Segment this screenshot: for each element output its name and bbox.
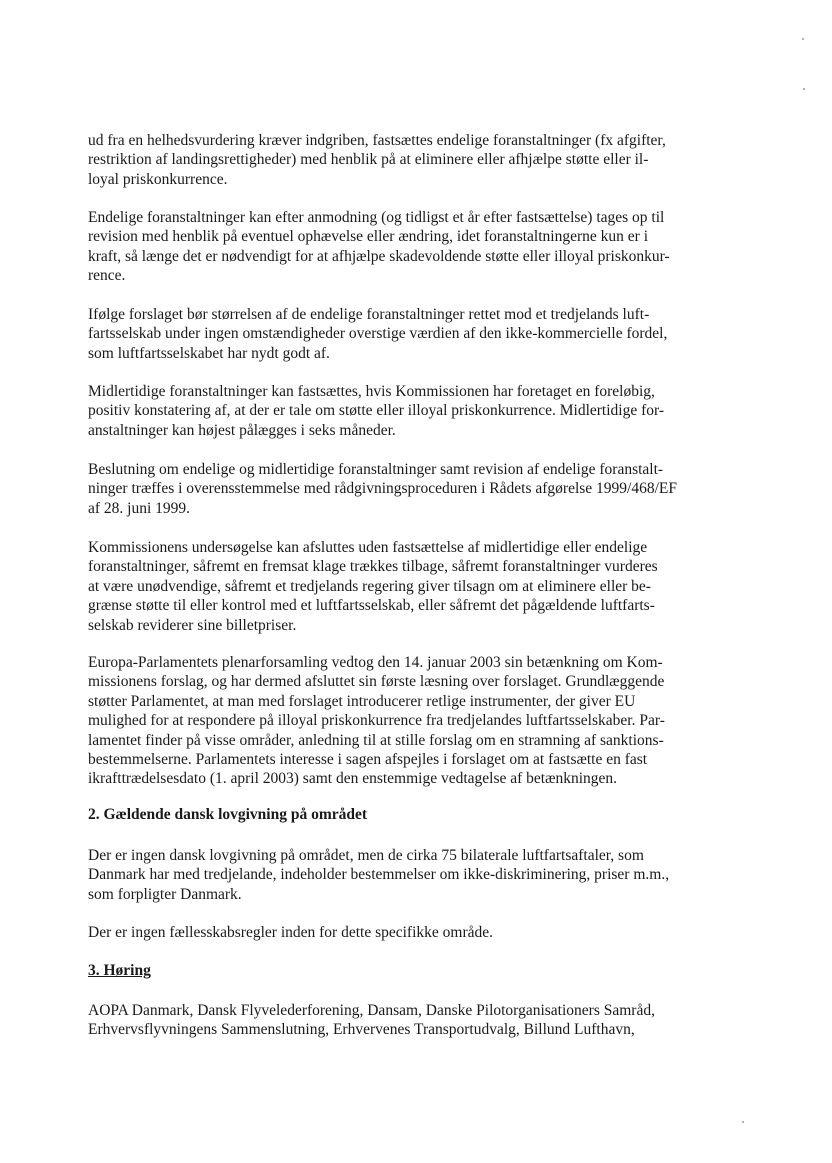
scan-speck <box>802 38 804 40</box>
text-line: foranstaltninger, såfremt en fremsat klage trækkes tilbage, såfremt foranstaltninger vurderes <box>88 558 658 576</box>
text-line: af 28. juni 1999. <box>88 499 191 517</box>
text-line: ninger træffes i overensstemmelse med rådgivningsproceduren i Rådets afgørelse 1999/468/EF <box>88 480 677 498</box>
text-line: støtter Parlamentet, at man med forslaget introducerer retlige instrumenter, der giver EU <box>88 692 636 710</box>
text-line: loyal priskonkurrence. <box>88 170 228 188</box>
text-line: fartsselskab under ingen omstændigheder overstige værdien af den ikke-kommercielle fordel, <box>88 325 668 343</box>
paragraph-bilateral-agreements <box>88 846 760 904</box>
text-line: Der er ingen dansk lovgivning på området, men de cirka 75 bilaterale luftfartsaftaler, som <box>88 847 644 864</box>
text-line: Beslutning om endelige og midlertidige foranstaltninger samt revision af endelige foranstalt- <box>88 461 664 478</box>
section-heading-consultation: 3. Høring <box>88 962 151 979</box>
text-line: rence. <box>88 267 126 285</box>
text-line: Der er ingen fællesskabsregler inden for dette specifikke område. <box>88 924 493 941</box>
text-line: bestemmelserne. Parlamentets interesse i sagen afspejles i forslaget om at fastsætte en fast <box>88 751 648 769</box>
section-heading-danish-legislation: 2. Gældende dansk lovgivning på området <box>88 806 368 823</box>
paragraph-community-rules <box>88 923 760 942</box>
paragraph-investigation-closure <box>88 538 760 635</box>
text-line: missionens forslag, og har dermed afsluttet sin første læsning over forslaget. Grundlæggende <box>88 673 665 691</box>
scan-speck <box>803 88 805 90</box>
text-line: som forpligter Danmark. <box>88 885 242 903</box>
text-line: grænse støtte til eller kontrol med et luftfartsselskab, eller såfremt det pågældende luftfarts- <box>88 597 655 615</box>
text-line: Ifølge forslaget bør størrelsen af de endelige foranstaltninger rettet mod et tredjelands luft- <box>88 306 650 323</box>
text-line: kraft, så længe det er nødvendigt for at afhjælpe skadevoldende støtte eller illoyal priskonkur- <box>88 247 670 265</box>
text-line: AOPA Danmark, Dansk Flyvelederforening, Dansam, Danske Pilotorganisationers Samråd, <box>88 1002 655 1019</box>
text-line: Europa-Parlamentets plenarforsamling vedtog den 14. januar 2003 sin betænkning om Kom- <box>88 654 663 671</box>
paragraph-measure-size <box>88 305 760 363</box>
paragraph-temporary-measures <box>88 382 760 440</box>
text-line: Endelige foranstaltninger kan efter anmodning (og tidligst et år efter fastsættelse) tages op til <box>88 209 665 226</box>
text-line: at være unødvendige, såfremt et tredjelands regering giver tilsagn om at eliminere eller be- <box>88 577 651 595</box>
text-line: positiv konstatering af, at der er tale om støtte eller illoyal priskonkurrence. Midlertidige for- <box>88 402 665 420</box>
text-line: Erhvervsflyvningens Sammenslutning, Erhvervenes Transportudvalg, Billund Lufthavn, <box>88 1021 635 1039</box>
text-line: som luftfartsselskabet har nydt godt af. <box>88 344 330 362</box>
text-line: anstaltninger kan højest pålægges i seks måneder. <box>88 421 396 439</box>
text-line: selskab reviderer sine billetpriser. <box>88 616 297 634</box>
text-line: Kommissionens undersøgelse kan afsluttes uden fastsættelse af midlertidige eller endelige <box>88 539 648 556</box>
text-line: Midlertidige foranstaltninger kan fastsættes, hvis Kommissionen har foretaget en foreløbig, <box>88 383 655 400</box>
scan-speck <box>742 1121 744 1123</box>
text-line: revision med henblik på eventuel ophævelse eller ændring, idet foranstaltningerne kun er i <box>88 228 648 246</box>
text-line: mulighed for at respondere på illoyal priskonkurrence fra tredjelandes luftfartsselskaber. Par- <box>88 712 665 730</box>
text-line: lamentet finder på visse områder, anledning til at stille forslag om en stramning af sanktions- <box>88 731 664 749</box>
text-line: restriktion af landingsrettigheder) med henblik på at eliminere eller afhjælpe støtte eller il- <box>88 151 649 169</box>
paragraph-decision-procedure <box>88 460 760 518</box>
paragraph-revision <box>88 208 760 286</box>
paragraph-european-parliament <box>88 653 760 789</box>
paragraph-consulted-organisations <box>88 1001 760 1040</box>
text-line: ikrafttrædelsesdato (1. april 2003) samt den enstemmige vedtagelse af betænkningen. <box>88 770 618 788</box>
text-line: ud fra en helhedsvurdering kræver indgriben, fastsættes endelige foranstaltninger (fx afgifter, <box>88 132 666 149</box>
paragraph-final-measures <box>88 131 760 189</box>
text-line: Danmark har med tredjelande, indeholder bestemmelser om ikke-diskriminering, priser m.m., <box>88 866 670 884</box>
